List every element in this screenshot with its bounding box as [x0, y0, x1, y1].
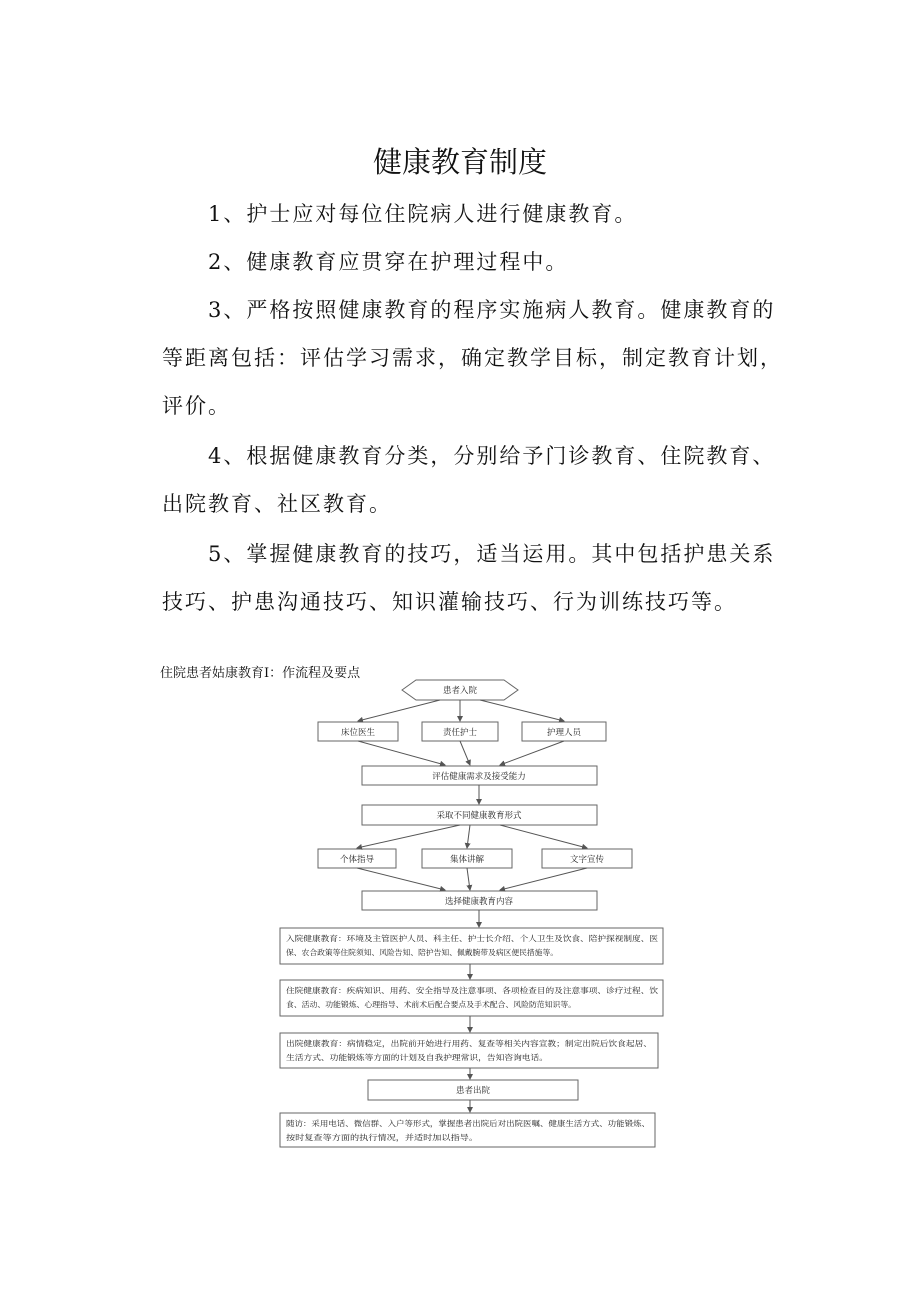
paragraph-4: 4、根据健康教育分类，分别给予门诊教育、住院教育、出院教育、社区教育。: [162, 444, 776, 516]
form-label-group: 集体讲解: [449, 855, 485, 865]
inpatient-line-1: 住院健康教育：疾病知识、用药、安全指导及注意事项、各项检查目的及注意事项、诊疗过程、饮: [286, 986, 613, 995]
role-label-nurse: 责任护士: [442, 728, 478, 738]
paragraph-2: 2、健康教育应贯穿在护理过程中。: [208, 250, 569, 274]
forms-title-label: 采取不同健康教育形式: [436, 811, 522, 821]
followup-line-1: 随访：采用电话、微信群、入户等形式，掌握患者出院后对出院医嘱、健康生活方式、功能锻炼、: [286, 1119, 613, 1128]
paragraph-3: 3、严格按照健康教育的程序实施病人教育。健康教育的等距离包括：评估学习需求，确定教学目标，制定教育计划，评价。: [162, 298, 783, 418]
discharge-line-2: 生活方式、功能锻炼等方面的计划及自我护理常识，告知咨询电话。: [286, 1053, 514, 1062]
assess-label: 评估健康需求及接受能力: [432, 772, 526, 782]
discharge-line-1: 出院健康教育：病情稳定，出院前开始进行用药、复查等相关内容宣教；制定出院后饮食起居、: [286, 1039, 605, 1048]
paragraph-5: 5、掌握健康教育的技巧，适当运用。其中包括护患关系技巧、护患沟通技巧、知识灌输技巧、行为训练技巧等。: [162, 542, 776, 614]
flowchart-caption: 住院患者姑康教育I：作流程及要点: [160, 666, 361, 681]
flow-boxes: [280, 680, 663, 1147]
inpatient-line-2: 食、活动、功能锻炼、心理指导、术前术后配合要点及手术配合、风险防范知识等。: [286, 1000, 567, 1009]
form-label-written: 文字宣传: [569, 855, 605, 865]
page-title: 健康教育制度: [372, 145, 547, 179]
role-label-caregiver: 护理人员: [546, 728, 582, 738]
content-title-label: 选择健康教育内容: [444, 897, 514, 907]
followup-line-2: 按时复查等方面的执行情况，并适时加以指导。: [286, 1133, 446, 1142]
flowchart: [270, 675, 670, 1159]
paragraph-1: 1、护士应对每位住院病人进行健康教育。: [208, 202, 638, 226]
admission-line-2: 保、农合政策等住院须知、风险告知、陪护告知、佩戴腕带及病区便民措施等。: [286, 948, 552, 957]
start-label: 患者入院: [442, 686, 478, 696]
role-label-doctor: 床位医生: [340, 728, 376, 738]
end-label: 患者出院: [455, 1086, 491, 1096]
admission-line-1: 入院健康教育：环境及主管医护人员、科主任、护士长介绍、个人卫生及饮食、陪护探视制度、医: [286, 934, 613, 943]
form-label-individual: 个体指导: [339, 855, 375, 865]
